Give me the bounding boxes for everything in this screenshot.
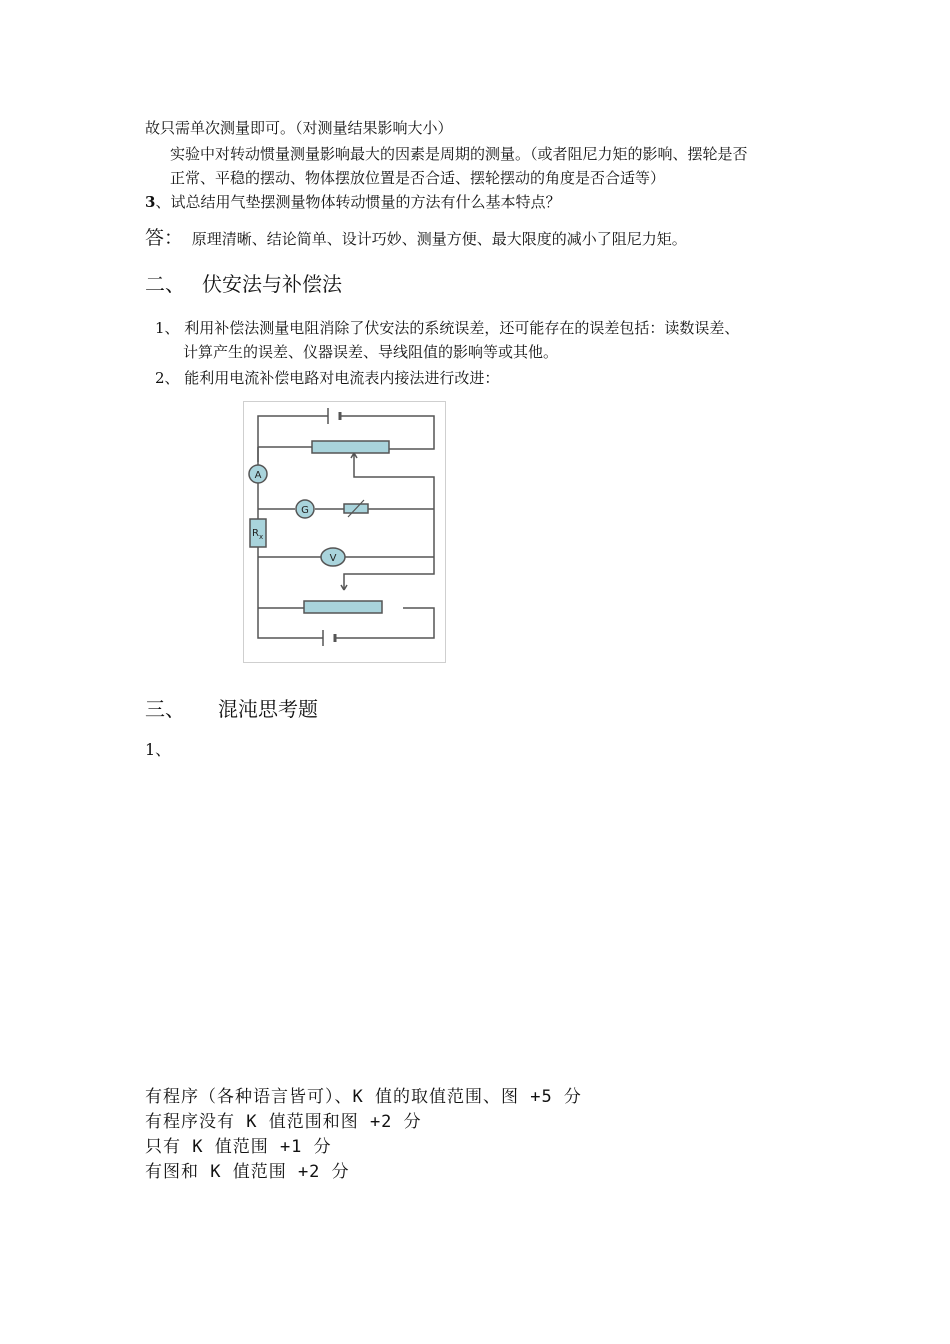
top-loop-wire <box>258 416 434 462</box>
question-3-text: 、试总结用气垫摆测量物体转动惯量的方法有什么基本特点？ <box>155 193 561 211</box>
galvanometer-label: G <box>301 505 309 516</box>
circuit-svg <box>244 402 445 662</box>
voltmeter-label: V <box>329 553 337 564</box>
section-2-number: 二、 <box>145 272 185 296</box>
grading-line-1: 有程序（各种语言皆可）、K 值的取值范围、图 +5 分 <box>145 1087 582 1107</box>
answer-line <box>145 228 687 249</box>
resistor-rx-label: $R_x$ <box>252 528 264 541</box>
right-long-wire <box>344 467 434 590</box>
bottom-battery <box>323 630 335 646</box>
section-3-number: 三、 <box>145 697 185 721</box>
bottom-loop-wire <box>258 547 434 638</box>
text-line-2: 实验中对转动惯量测量影响最大的因素是周期的测量。（或者阻尼力矩的影响、摆轮是否 <box>170 145 748 163</box>
top-rheostat-slider <box>351 453 357 467</box>
section-3-title: 混沌思考题 <box>218 697 318 721</box>
section-3-item-1: 1、 <box>145 740 172 759</box>
ammeter-label: A <box>254 470 262 481</box>
top-rheostat <box>312 441 389 453</box>
text-line-1: 故只需单次测量即可。（对测量结果影响大小） <box>145 119 453 137</box>
answer-label: 答： <box>145 227 184 249</box>
grading-line-4: 有图和 K 值范围 +2 分 <box>145 1162 350 1182</box>
bottom-rheostat <box>304 601 382 613</box>
section-2-title: 伏安法与补偿法 <box>202 272 342 296</box>
answer-text: 原理清晰、结论简单、设计巧妙、测量方便、最大限度的减小了阻尼力矩。 <box>191 230 687 248</box>
section-2-item-1-line-2: 计算产生的误差、仪器误差、导线阻值的影响等或其他。 <box>183 343 559 361</box>
circuit-diagram <box>243 401 446 663</box>
text-line-3: 正常、平稳的摆动、物体摆放位置是否合适、摆轮摆动的角度是否合适等） <box>170 169 666 187</box>
grading-line-3: 只有 K 值范围 +1 分 <box>145 1137 332 1157</box>
section-2-item-2: 2、 能利用电流补偿电路对电流表内接法进行改进： <box>155 369 500 387</box>
grading-line-2: 有程序没有 K 值范围和图 +2 分 <box>145 1112 422 1132</box>
top-battery <box>328 408 340 424</box>
question-3-number: 3 <box>145 193 156 211</box>
section-2-item-1-line-1: 1、 利用补偿法测量电阻消除了伏安法的系统误差，还可能存在的误差包括：读数误差、 <box>155 319 740 337</box>
question-3 <box>145 192 560 212</box>
